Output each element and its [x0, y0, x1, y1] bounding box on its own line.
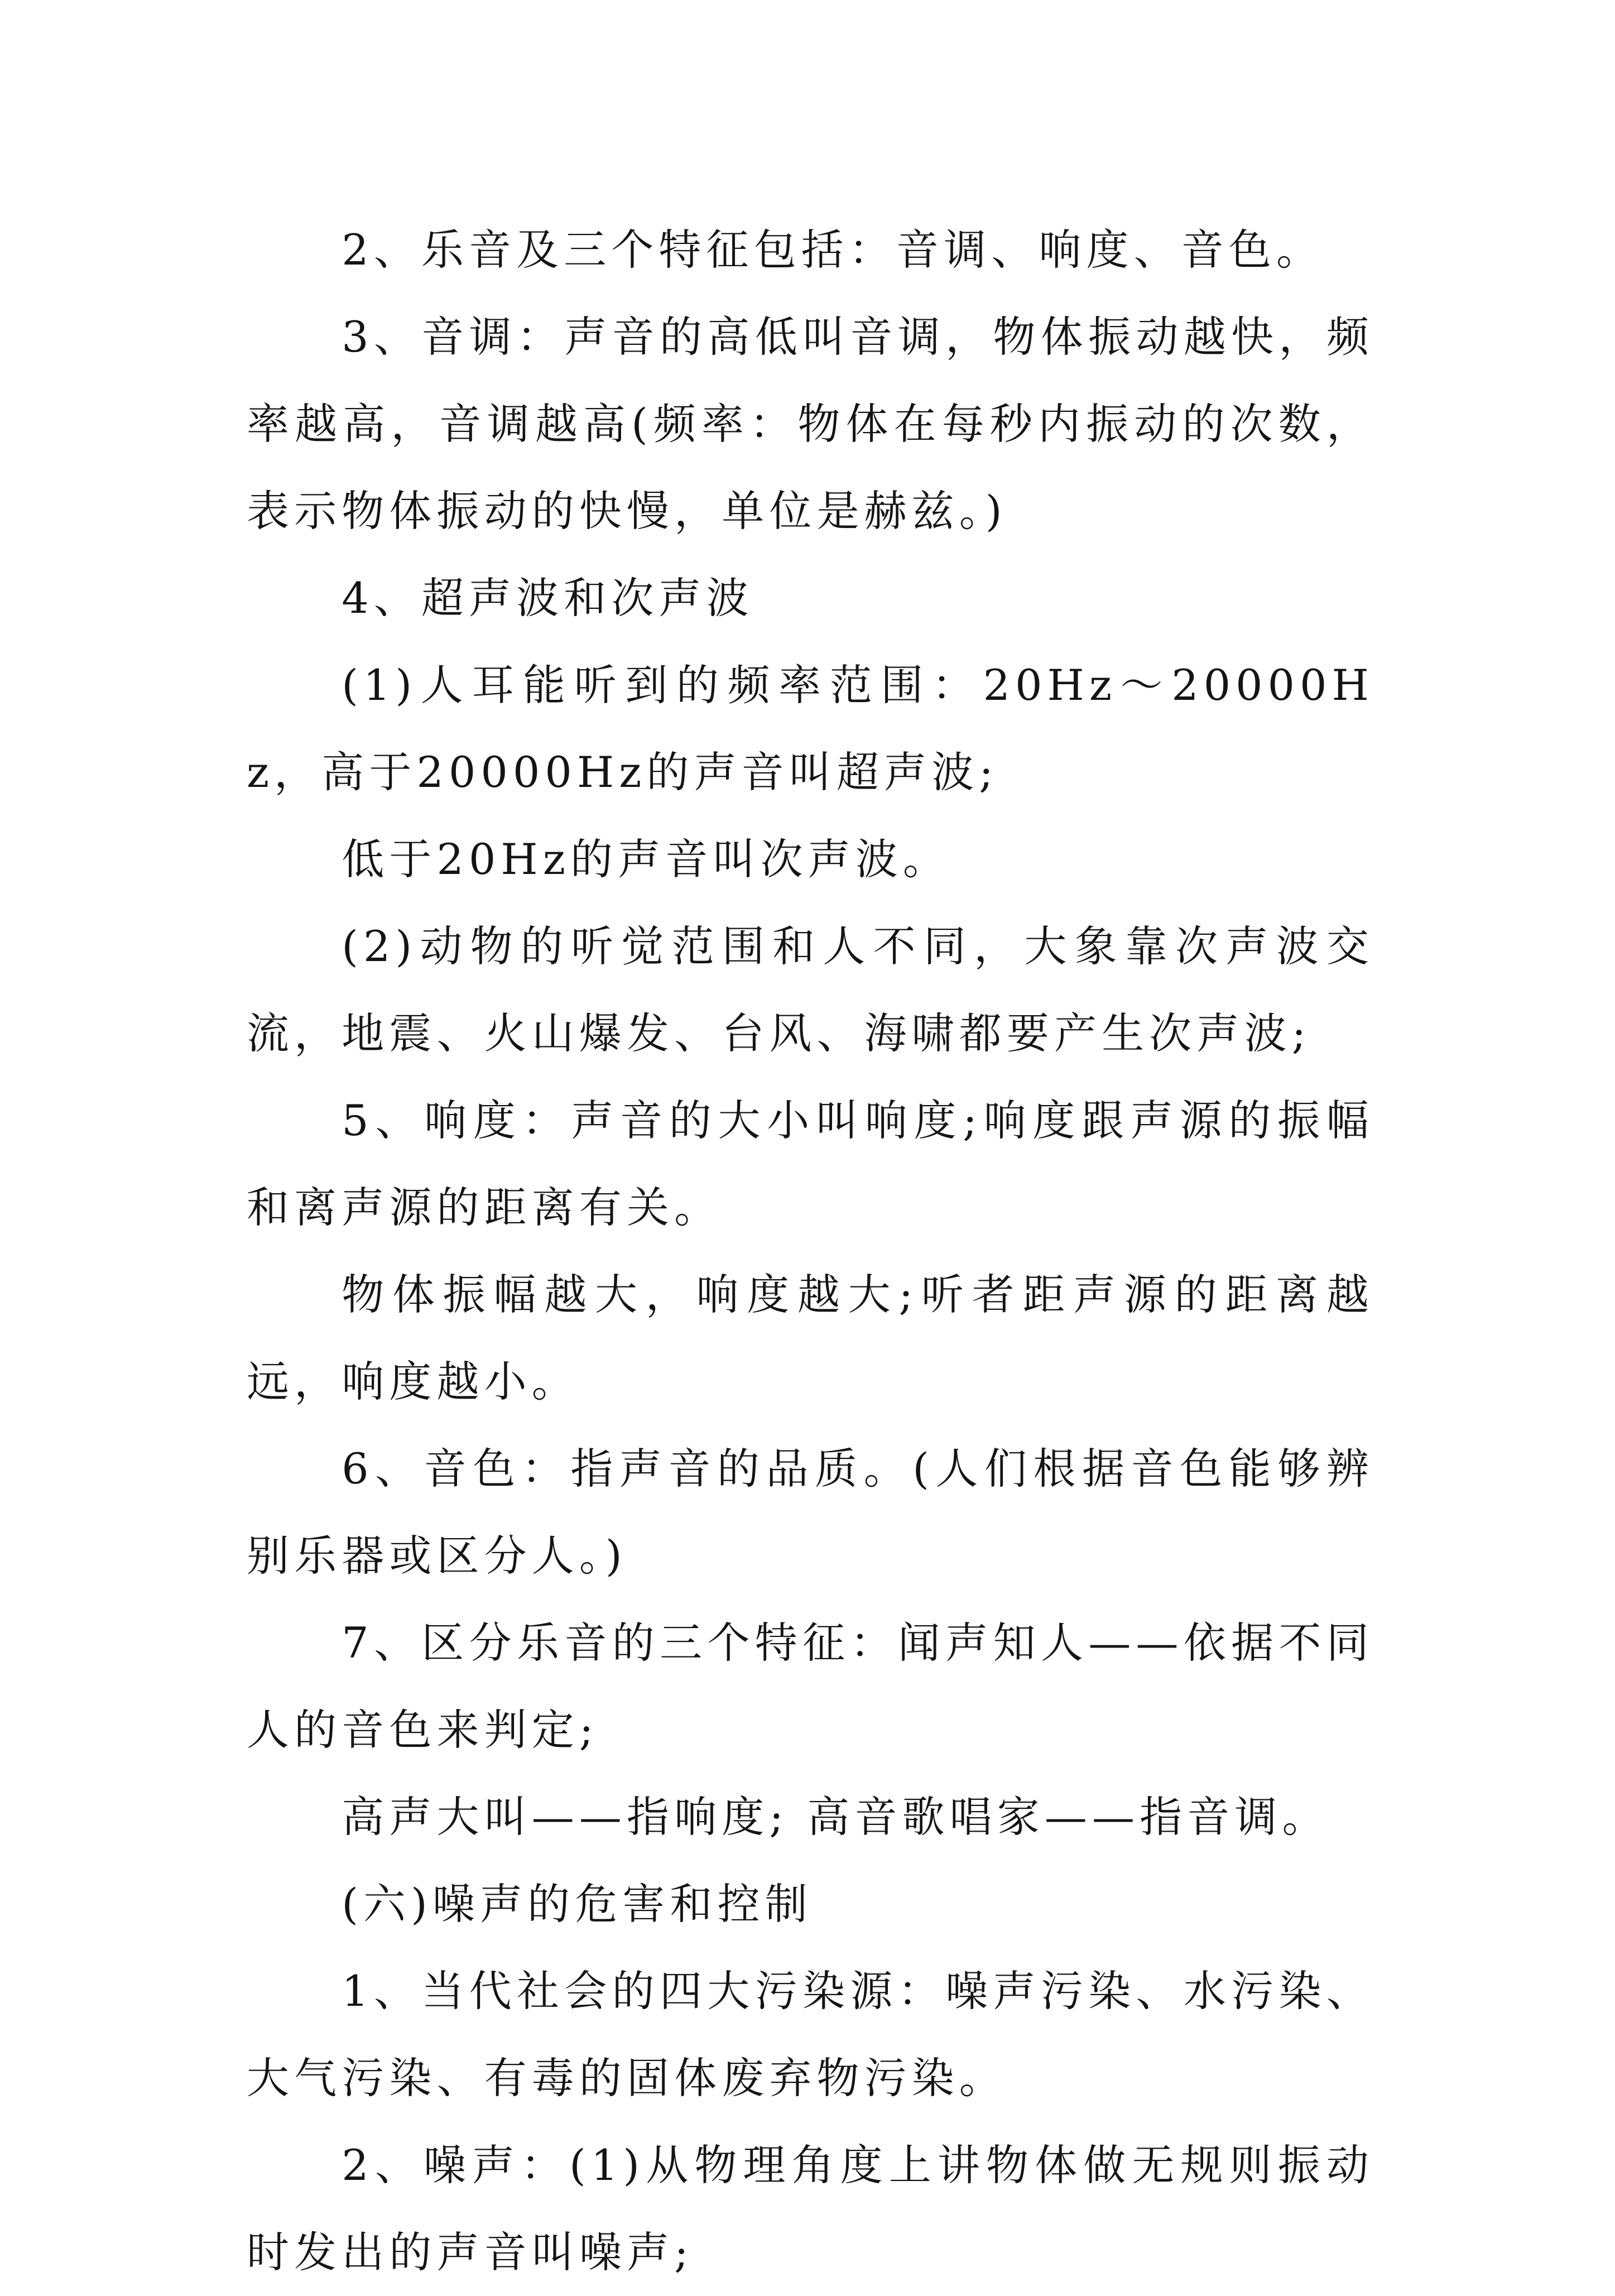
- paragraph: 低于20Hz的声音叫次声波。: [342, 834, 950, 884]
- paragraph: 2、噪声：(1)从物理角度上讲物体做无规则振动时发出的声音叫噪声;: [247, 2140, 1374, 2277]
- paragraph: 物体振幅越大，响度越大;听者距声源的距离越远，响度越小。: [247, 1270, 1374, 1406]
- paragraph: 4、超声波和次声波: [342, 573, 754, 623]
- paragraph: 7、区分乐音的三个特征：闻声知人——依据不同人的音色来判定;: [247, 1618, 1374, 1755]
- paragraph: 1、当代社会的四大污染源：噪声污染、水污染、大气污染、有毒的固体废弃物污染。: [247, 1966, 1374, 2103]
- paragraph: 高声大叫——指响度; 高音歌唱家——指音调。: [342, 1792, 1330, 1842]
- document-body: [247, 206, 1374, 2296]
- paragraph: 5、响度：声音的大小叫响度;响度跟声源的振幅和离声源的距离有关。: [247, 1096, 1374, 1232]
- paragraph: (2)动物的听觉范围和人不同，大象靠次声波交流，地震、火山爆发、台风、海啸都要产生次声波;: [247, 921, 1374, 1058]
- paragraph: 2、乐音及三个特征包括：音调、响度、音色。: [342, 225, 1324, 275]
- section-heading: (六)噪声的危害和控制: [342, 1879, 813, 1929]
- paragraph: 6、音色：指声音的品质。(人们根据音色能够辨别乐器或区分人。): [247, 1444, 1374, 1581]
- paragraph: 3、音调：声音的高低叫音调，物体振动越快，频率越高，音调越高(频率：物体在每秒内振动的次数，表示物体振动的快慢，单位是赫兹。): [247, 312, 1374, 536]
- paragraph: (1)人耳能听到的频率范围：20Hz～20000Hz，高于20000Hz的声音叫超声波;: [247, 660, 1374, 797]
